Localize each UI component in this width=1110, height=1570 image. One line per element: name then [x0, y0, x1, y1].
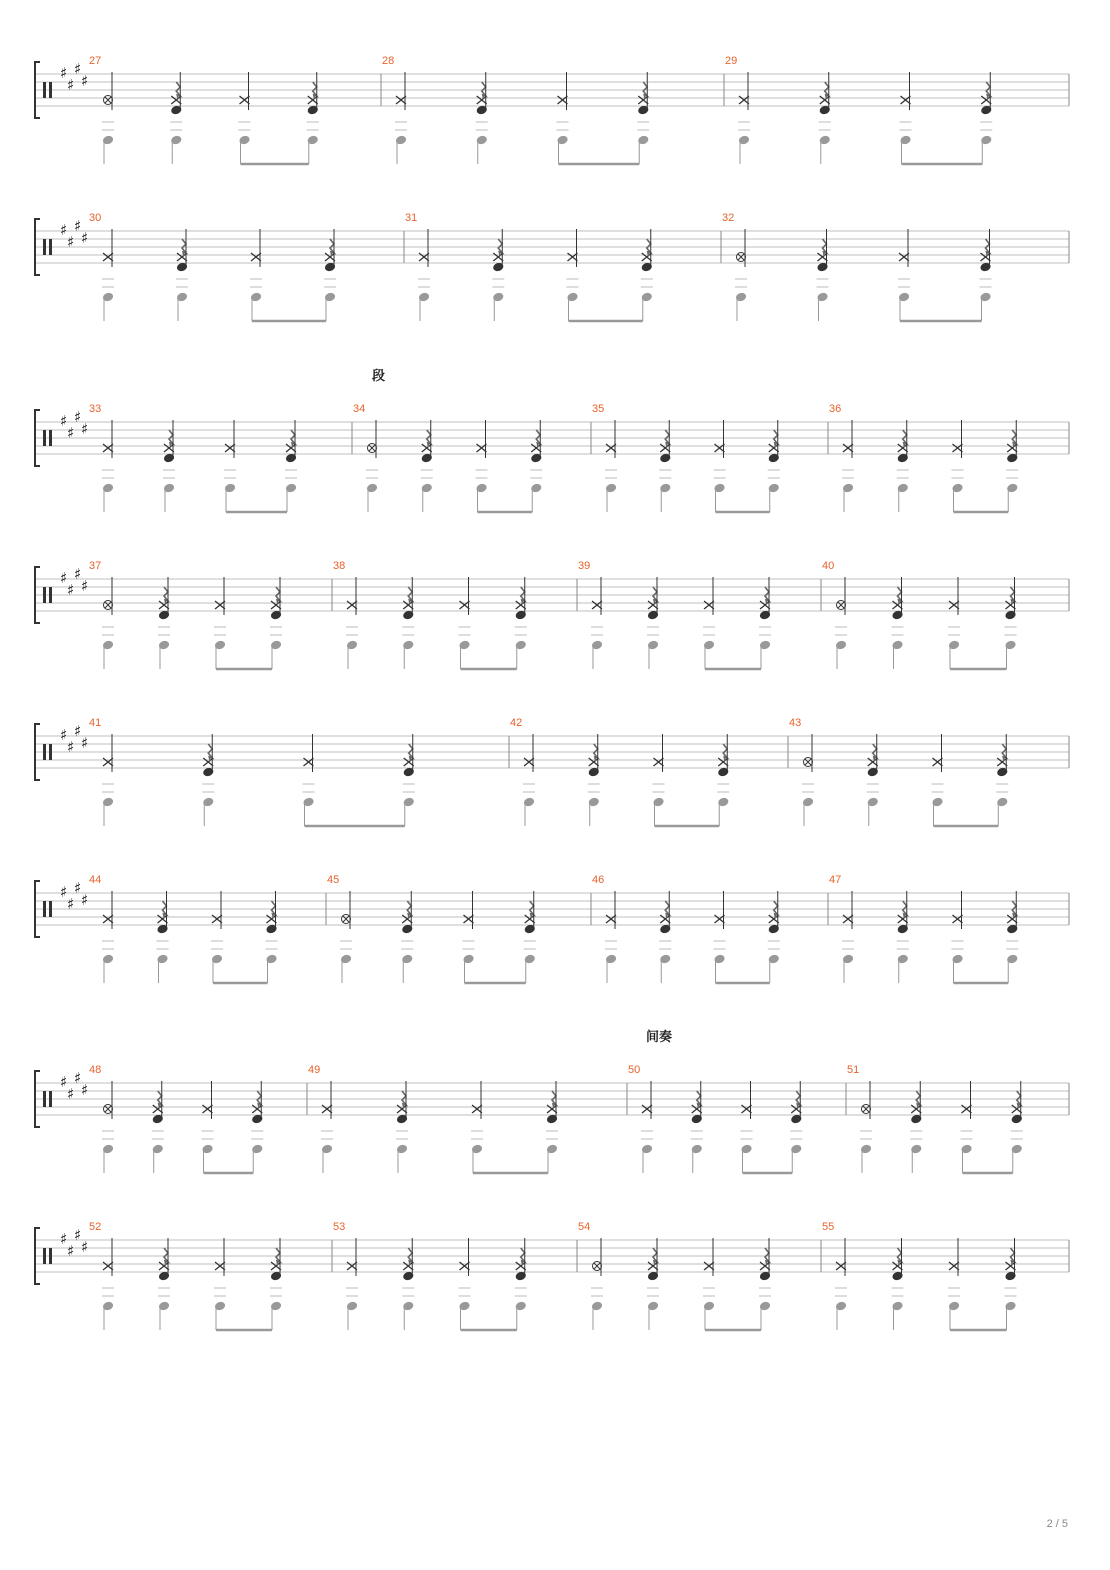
key-sharp: ♯: [60, 64, 68, 82]
measure-number: 35: [592, 403, 605, 415]
percussion-clef-bar: [43, 1248, 46, 1264]
percussion-clef-bar: [43, 744, 46, 760]
measure-number: 51: [847, 1064, 860, 1076]
percussion-clef-bar: [43, 82, 46, 98]
snare-accent: [647, 239, 651, 256]
measure-number: 48: [89, 1064, 102, 1076]
snare-accent: [774, 901, 778, 918]
snare-accent: [521, 1248, 525, 1265]
snare-accent: [313, 82, 317, 99]
snare-accent: [276, 587, 280, 604]
snare-accent: [903, 430, 907, 447]
percussion-clef-bar: [43, 587, 46, 603]
snare-accent: [774, 430, 778, 447]
measure-number: 39: [578, 560, 591, 572]
snare-accent: [653, 1248, 657, 1265]
key-sharp: ♯: [60, 1073, 68, 1091]
key-sharp: ♯: [67, 1242, 75, 1260]
snare-accent: [898, 1248, 902, 1265]
measure-number: 49: [308, 1064, 321, 1076]
measure-number: 27: [89, 55, 102, 67]
snare-accent: [1011, 1248, 1015, 1265]
snare-accent: [409, 744, 413, 761]
percussion-clef-bar: [43, 430, 46, 446]
snare-accent: [164, 587, 168, 604]
percussion-clef-bar: [49, 1091, 52, 1107]
snare-accent: [796, 1091, 800, 1108]
snare-accent: [1017, 1091, 1021, 1108]
snare-accent: [986, 239, 990, 256]
snare-accent: [408, 587, 412, 604]
snare-accent: [182, 239, 186, 256]
measure-number: 53: [333, 1221, 346, 1233]
measure-number: 34: [353, 403, 366, 415]
percussion-clef-bar: [43, 239, 46, 255]
measure-number: 37: [89, 560, 102, 572]
key-sharp: ♯: [60, 412, 68, 430]
snare-accent: [272, 901, 276, 918]
measure-number: 32: [722, 212, 735, 224]
measure-number: 41: [89, 717, 102, 729]
percussion-clef-bar: [49, 587, 52, 603]
measure-number: 28: [382, 55, 395, 67]
key-sharp: ♯: [60, 883, 68, 901]
key-sharp: ♯: [81, 72, 89, 90]
snare-accent: [665, 430, 669, 447]
key-sharp: ♯: [60, 569, 68, 587]
key-sharp: ♯: [67, 424, 75, 442]
measure-number: 46: [592, 874, 605, 886]
snare-accent: [536, 430, 540, 447]
measure-number: 47: [829, 874, 842, 886]
snare-accent: [164, 1248, 168, 1265]
page-number: 2 / 5: [1046, 1518, 1068, 1530]
snare-accent: [1012, 430, 1016, 447]
snare-accent: [1002, 744, 1006, 761]
snare-accent: [653, 587, 657, 604]
snare-accent: [723, 744, 727, 761]
key-sharp: ♯: [74, 722, 82, 740]
snare-accent: [330, 239, 334, 256]
percussion-clef-bar: [49, 1248, 52, 1264]
measure-number: 29: [725, 55, 738, 67]
measure-number: 52: [89, 1221, 102, 1233]
snare-accent: [408, 1248, 412, 1265]
snare-accent: [643, 82, 647, 99]
snare-accent: [208, 744, 212, 761]
measure-number: 42: [510, 717, 523, 729]
snare-accent: [898, 587, 902, 604]
key-sharp: ♯: [74, 1069, 82, 1087]
snare-accent: [276, 1248, 280, 1265]
measure-number: 40: [822, 560, 835, 572]
measure-number: 30: [89, 212, 102, 224]
snare-accent: [498, 239, 502, 256]
percussion-clef-bar: [49, 239, 52, 255]
key-sharp: ♯: [74, 408, 82, 426]
snare-accent: [986, 82, 990, 99]
key-sharp: ♯: [67, 895, 75, 913]
snare-accent: [176, 82, 180, 99]
key-sharp: ♯: [81, 734, 89, 752]
percussion-clef-bar: [49, 901, 52, 917]
snare-accent: [530, 901, 534, 918]
snare-accent: [665, 901, 669, 918]
percussion-clef-bar: [49, 744, 52, 760]
key-sharp: ♯: [81, 577, 89, 595]
snare-accent: [427, 430, 431, 447]
snare-accent: [765, 1248, 769, 1265]
key-sharp: ♯: [74, 565, 82, 583]
key-sharp: ♯: [67, 581, 75, 599]
snare-accent: [825, 82, 829, 99]
snare-accent: [163, 901, 167, 918]
snare-accent: [765, 587, 769, 604]
snare-accent: [407, 901, 411, 918]
key-sharp: ♯: [74, 60, 82, 78]
snare-accent: [873, 744, 877, 761]
snare-accent: [552, 1091, 556, 1108]
measure-number: 36: [829, 403, 842, 415]
section-label: 段: [372, 369, 386, 384]
snare-accent: [1012, 901, 1016, 918]
percussion-clef-bar: [49, 82, 52, 98]
snare-accent: [169, 430, 173, 447]
snare-accent: [257, 1091, 261, 1108]
key-sharp: ♯: [67, 76, 75, 94]
key-sharp: ♯: [74, 217, 82, 235]
percussion-clef-bar: [49, 430, 52, 446]
key-sharp: ♯: [67, 233, 75, 251]
key-sharp: ♯: [60, 221, 68, 239]
percussion-clef-bar: [43, 901, 46, 917]
percussion-clef-bar: [43, 1091, 46, 1107]
measure-number: 45: [327, 874, 340, 886]
measure-number: 33: [89, 403, 102, 415]
snare-accent: [291, 430, 295, 447]
key-sharp: ♯: [81, 420, 89, 438]
key-sharp: ♯: [74, 879, 82, 897]
snare-accent: [594, 744, 598, 761]
key-sharp: ♯: [67, 738, 75, 756]
measure-number: 50: [628, 1064, 641, 1076]
measure-number: 55: [822, 1221, 835, 1233]
key-sharp: ♯: [81, 1081, 89, 1099]
measure-number: 31: [405, 212, 418, 224]
snare-accent: [402, 1091, 406, 1108]
section-label: 间奏: [646, 1030, 673, 1045]
measure-number: 44: [89, 874, 102, 886]
measure-number: 43: [789, 717, 802, 729]
snare-accent: [823, 239, 827, 256]
measure-number: 54: [578, 1221, 591, 1233]
key-sharp: ♯: [74, 1226, 82, 1244]
key-sharp: ♯: [81, 891, 89, 909]
snare-accent: [482, 82, 486, 99]
snare-accent: [1011, 587, 1015, 604]
key-sharp: ♯: [67, 1085, 75, 1103]
snare-accent: [697, 1091, 701, 1108]
snare-accent: [903, 901, 907, 918]
snare-accent: [916, 1091, 920, 1108]
snare-accent: [521, 587, 525, 604]
key-sharp: ♯: [60, 1230, 68, 1248]
snare-accent: [158, 1091, 162, 1108]
measure-number: 38: [333, 560, 346, 572]
key-sharp: ♯: [81, 1238, 89, 1256]
key-sharp: ♯: [60, 726, 68, 744]
key-sharp: ♯: [81, 229, 89, 247]
